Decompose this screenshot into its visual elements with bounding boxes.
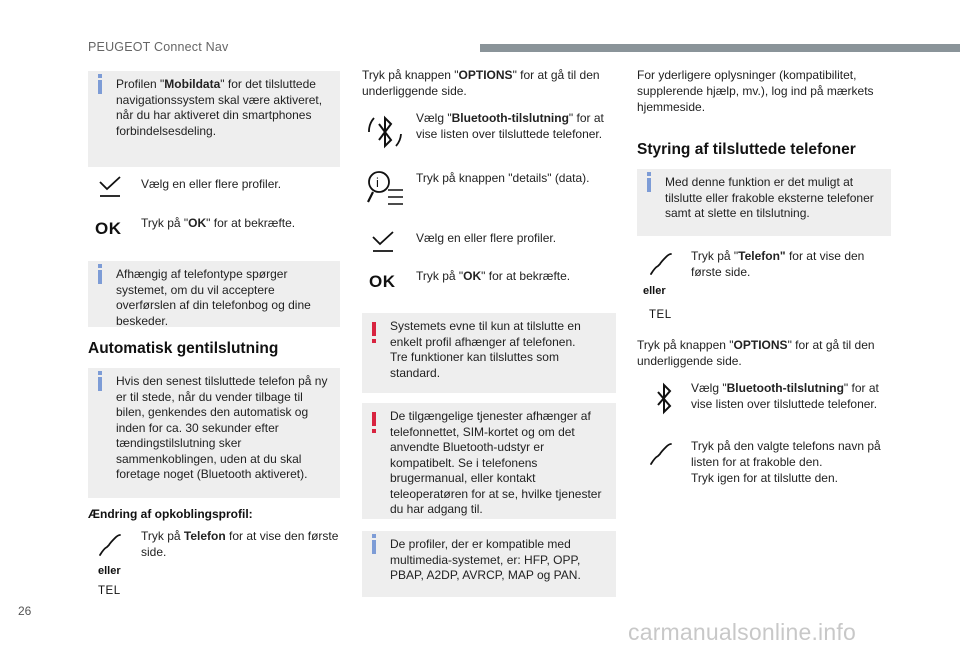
note-text: Hvis den senest tilsluttede telefon på ny er til stede, når du vender tilbage til bilen, genkendes den automatisk og inden for ca. 30 sekunder efter tændingstilslutning sker sammenkoblingen, uden at du skal foretage noget (Bluetooth aktiveret). xyxy=(116,374,328,481)
header-title: PEUGEOT Connect Nav xyxy=(88,40,229,54)
step-select-profiles-2: Vælg en eller flere profiler. xyxy=(416,231,557,245)
warning-icon xyxy=(372,322,376,336)
handset-icon xyxy=(648,441,674,470)
step-press-details: Tryk på knappen "details" (data). xyxy=(416,171,590,185)
heading-auto-reconnect: Automatisk gentilslutning xyxy=(88,340,279,357)
svg-text:i: i xyxy=(376,175,379,190)
bluetooth-icon xyxy=(650,382,680,419)
info-note-mobile-data xyxy=(88,71,340,167)
or-label: eller xyxy=(643,285,666,297)
step-press-phone-2: Tryk på "Telefon" for at vise den første side. xyxy=(691,249,865,279)
info-note-manage xyxy=(637,169,891,236)
heading-manage-phones: Styring af tilsluttede telefoner xyxy=(637,141,856,158)
note-text: De profiler, der er kompatible med multimedia-systemet, er: HFP, OPP, PBAP, A2DP, AVRCP, MAP og PAN. xyxy=(390,537,581,582)
note-text: De tilgængelige tjenester afhænger af telefonnettet, SIM-kortet og om det anvendte Bluetooth-udstyr er kompatibelt. Se i telefonens brugermanual, eller kontakt teleoperatøren for at se, hvilke tjenester du har adgang til. xyxy=(390,409,602,516)
or-label: eller xyxy=(98,565,121,577)
note-text: Tre funktioner kan tilsluttes som standard. xyxy=(390,350,559,380)
watermark: carmanualsonline.info xyxy=(628,619,856,645)
handset-icon xyxy=(648,251,674,280)
info-icon xyxy=(98,270,102,284)
ok-icon: OK xyxy=(95,219,122,238)
info-note-auto-reconnect xyxy=(88,368,340,498)
handset-icon xyxy=(97,532,123,561)
step-confirm-ok: Tryk på "OK" for at bekræfte. xyxy=(141,216,296,230)
note-text: Afhængig af telefontype spørger systemet, om du vil acceptere overførslen af din telefonbog og dine beskeder. xyxy=(116,267,311,328)
info-note-profiles xyxy=(362,531,616,597)
step-disconnect-phone: Tryk på den valgte telefons navn på listen for at frakoble den. Tryk igen for at tilslutte den. xyxy=(691,439,881,485)
note-text: Systemets evne til kun at tilslutte en enkelt profil afhænger af telefonen. xyxy=(390,319,581,349)
col2-intro: Tryk på knappen "OPTIONS" for at gå til den underliggende side. xyxy=(362,68,600,98)
subheading-profile-change: Ændring af opkoblingsprofil: xyxy=(88,507,253,521)
checkbox-check-icon xyxy=(98,176,122,201)
info-icon xyxy=(98,377,102,391)
step-select-bluetooth-2: Vælg "Bluetooth-tilslutning" for at vise listen over tilsluttede telefoner. xyxy=(691,381,879,411)
tel-button-label: TEL xyxy=(649,309,672,321)
step-select-profiles: Vælg en eller flere profiler. xyxy=(141,177,282,191)
warning-note-single-profile xyxy=(362,313,616,393)
note-text: Med denne funktion er det muligt at tilslutte eller frakoble eksterne telefoner samt at slette en tilslutning. xyxy=(665,175,874,220)
col3-intro: For yderligere oplysninger (kompatibilitet, supplerende hjælp, mv.), log ind på mærkets hjemmeside. xyxy=(637,68,874,114)
ok-icon: OK xyxy=(369,272,396,291)
header-bar xyxy=(480,44,960,52)
bluetooth-signal-icon xyxy=(365,112,405,157)
step-select-bluetooth: Vælg "Bluetooth-tilslutning" for at vise listen over tilsluttede telefoner. xyxy=(416,111,604,141)
warning-icon xyxy=(372,412,376,426)
tel-button-label: TEL xyxy=(98,585,121,597)
step-confirm-ok-2: Tryk på "OK" for at bekræfte. xyxy=(416,269,571,283)
info-icon xyxy=(647,178,651,192)
page-number: 26 xyxy=(18,604,32,618)
col3-intro-options: Tryk på knappen "OPTIONS" for at gå til den underliggende side. xyxy=(637,338,875,368)
details-search-list-icon xyxy=(366,168,406,213)
info-note-phonebook xyxy=(88,261,340,327)
note-text: Profilen "Mobildata" for det tilsluttede navigationssystem skal være aktiveret, når du har aktiveret din smartphones forbindelsesdeling. xyxy=(116,77,323,138)
warning-note-services xyxy=(362,403,616,519)
info-icon xyxy=(98,80,102,94)
checkbox-check-icon xyxy=(371,231,395,256)
info-icon xyxy=(372,540,376,554)
step-press-phone: Tryk på Telefon for at vise den første side. xyxy=(141,529,339,559)
